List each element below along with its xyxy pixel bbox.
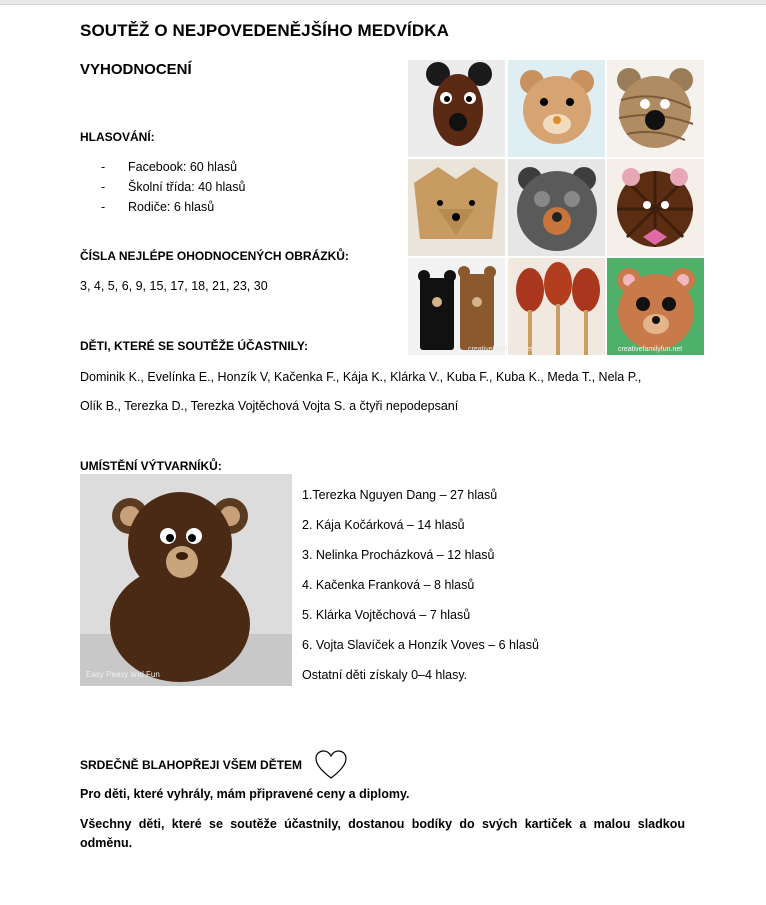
congrats-heading: SRDEČNĚ BLAHOPŘEJI VŠEM DĚTEM [80, 758, 303, 772]
voting-heading: HLASOVÁNÍ: [80, 130, 155, 144]
pompom-bear-image [80, 474, 292, 686]
collage-image-origami-bear [408, 159, 505, 256]
rank-item: 2. Kája Kočárková – 14 hlasů [302, 518, 465, 532]
collage-image-foil-bear [508, 159, 605, 256]
collage-image-paperplate-bear [607, 258, 704, 355]
participants-heading: DĚTI, KTERÉ SE SOUTĚŽE ÚČASTNILY: [80, 339, 309, 353]
collage-image-spoon-bear [408, 60, 505, 157]
collage-watermark: creativefamilyfun.net [618, 346, 683, 353]
collage-image-wooden-spoon-bears [508, 258, 605, 355]
collage-image-yarn-bear [607, 60, 704, 157]
voting-item: - Facebook: 60 hlasů [101, 160, 238, 174]
document-subtitle: VYHODNOCENÍ [80, 61, 192, 78]
heart-outline-icon [315, 750, 347, 780]
collage-image-brush-bear [607, 159, 704, 256]
closing-line: Pro děti, které vyhrály, mám připravené ceny a diplomy. [80, 787, 410, 801]
voting-item: - Školní třída: 40 hlasů [101, 180, 246, 194]
collage-image-tube-bears [408, 258, 505, 355]
others-note: Ostatní děti získaly 0–4 hlasy. [302, 668, 468, 682]
placement-heading: UMÍSTĚNÍ VÝTVARNÍKŮ: [80, 459, 222, 473]
collage-image-paperbag-bear [508, 60, 605, 157]
document-title: SOUTĚŽ O NEJPOVEDENĚJŠÍHO MEDVÍDKA [80, 21, 449, 40]
collage-watermark: creativefamilyfun.net [468, 346, 533, 353]
participants-line: Dominik K., Evelínka E., Honzík V, Kačenka F., Kája K., Klárka V., Kuba F., Kuba K., Meda T., Nela P., [80, 370, 642, 384]
bear-crafts-collage [408, 60, 704, 354]
closing-line: Všechny děti, které se soutěže účastnily, dostanou bodíky do svých kartiček a malou sladkou [80, 817, 685, 831]
rank-item: 4. Kačenka Franková – 8 hlasů [302, 578, 475, 592]
participants-line: Olík B., Terezka D., Terezka Vojtěchová Vojta S. a čtyři nepodepsaní [80, 399, 459, 413]
image-watermark: Easy Peasy and Fun [86, 670, 160, 679]
rank-item: 6. Vojta Slavíček a Honzík Voves – 6 hlasů [302, 638, 539, 652]
rank-item: 1.Terezka Nguyen Dang – 27 hlasů [302, 488, 498, 502]
rank-item: 5. Klárka Vojtěchová – 7 hlasů [302, 608, 471, 622]
best-numbers-heading: ČÍSLA NEJLÉPE OHODNOCENÝCH OBRÁZKŮ: [80, 249, 349, 263]
best-numbers-list: 3, 4, 5, 6, 9, 15, 17, 18, 21, 23, 30 [80, 279, 268, 293]
closing-line: odměnu. [80, 836, 133, 850]
page-top-border [0, 0, 766, 5]
rank-item: 3. Nelinka Procházková – 12 hlasů [302, 548, 495, 562]
voting-item: - Rodiče: 6 hlasů [101, 200, 215, 214]
